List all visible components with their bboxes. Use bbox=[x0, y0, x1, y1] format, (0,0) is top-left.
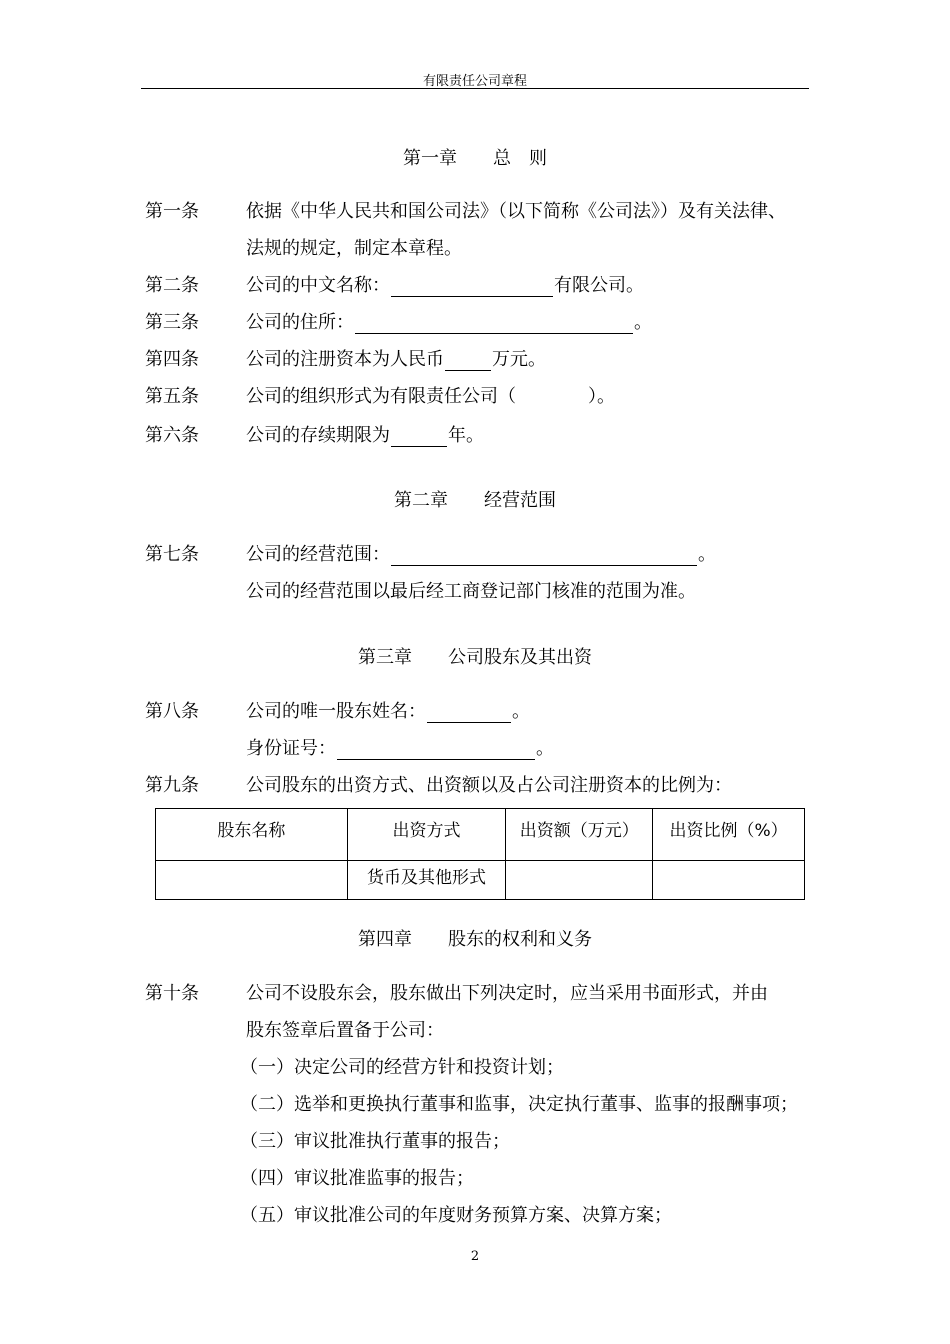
col-contribution-amount: 出资额（万元） bbox=[506, 809, 653, 861]
header-rule bbox=[141, 88, 809, 89]
list-item: （一）决定公司的经营方针和投资计划； bbox=[240, 1057, 564, 1078]
article-8-id-line bbox=[246, 734, 554, 760]
article-4-head: 第四条 bbox=[145, 349, 199, 370]
address-blank bbox=[355, 314, 633, 334]
article-6-head: 第六条 bbox=[145, 425, 199, 446]
page-header-title: 有限责任公司章程 bbox=[422, 74, 527, 89]
page-number: 2 bbox=[470, 1249, 480, 1264]
article-2-head: 第二条 bbox=[145, 275, 199, 296]
article-3-text: 公司的住所： bbox=[246, 312, 354, 333]
article-7-head: 第七条 bbox=[145, 544, 199, 565]
article-6-text: 公司的存续期限为 bbox=[246, 425, 390, 446]
list-item: （五）审议批准公司的年度财务预算方案、决算方案； bbox=[240, 1205, 672, 1226]
chapter-4-title: 第四章 股东的权利和义务 bbox=[358, 929, 592, 950]
term-blank bbox=[391, 427, 447, 447]
article-2-suffix: 有限公司。 bbox=[554, 275, 644, 296]
business-scope-blank bbox=[391, 546, 697, 566]
id-number-blank bbox=[337, 740, 535, 760]
article-8-head: 第八条 bbox=[145, 701, 199, 722]
chapter-1-title: 第一章 总 则 bbox=[403, 148, 547, 169]
table-row bbox=[156, 861, 805, 900]
article-4-text: 公司的注册资本为人民币 bbox=[246, 349, 444, 370]
chapter-2-title: 第二章 经营范围 bbox=[394, 490, 556, 511]
article-3-head: 第三条 bbox=[145, 312, 199, 333]
article-7-body bbox=[246, 540, 716, 566]
article-6-body bbox=[246, 421, 484, 447]
cell-contribution-ratio bbox=[653, 861, 805, 900]
article-8-text: 公司的唯一股东姓名： bbox=[246, 701, 426, 722]
capital-blank bbox=[445, 351, 491, 371]
article-8-suffix: 。 bbox=[512, 701, 530, 722]
cell-contribution-method: 货币及其他形式 bbox=[347, 861, 506, 900]
article-4-suffix: 万元。 bbox=[492, 349, 546, 370]
list-item: （四）审议批准监事的报告； bbox=[240, 1168, 474, 1189]
article-2-text: 公司的中文名称： bbox=[246, 275, 390, 296]
cell-shareholder-name bbox=[156, 861, 348, 900]
article-10-line1: 公司不设股东会，股东做出下列决定时，应当采用书面形式，并由 bbox=[246, 983, 768, 1004]
article-4-body bbox=[246, 345, 546, 371]
article-10-head: 第十条 bbox=[145, 983, 199, 1004]
article-5-text: 公司的组织形式为有限责任公司（ ）。 bbox=[246, 386, 615, 407]
article-7-text: 公司的经营范围： bbox=[246, 544, 390, 565]
article-7-suffix: 。 bbox=[698, 544, 716, 565]
capital-contribution-table bbox=[155, 808, 805, 900]
article-1-line2: 法规的规定，制定本章程。 bbox=[246, 238, 462, 259]
list-item: （二）选举和更换执行董事和监事，决定执行董事、监事的报酬事项； bbox=[240, 1094, 798, 1115]
col-contribution-method: 出资方式 bbox=[347, 809, 506, 861]
table-header-row bbox=[156, 809, 805, 861]
shareholder-name-blank bbox=[427, 703, 511, 723]
col-shareholder-name: 股东名称 bbox=[156, 809, 348, 861]
article-8-body bbox=[246, 697, 530, 723]
chapter-3-title: 第三章 公司股东及其出资 bbox=[358, 647, 592, 668]
article-6-suffix: 年。 bbox=[448, 425, 484, 446]
article-2-body bbox=[246, 271, 644, 297]
article-10-line2: 股东签章后置备于公司： bbox=[246, 1020, 444, 1041]
list-item: （三）审议批准执行董事的报告； bbox=[240, 1131, 510, 1152]
article-1-line1: 依据《中华人民共和国公司法》（以下简称《公司法》）及有关法律、 bbox=[246, 201, 786, 222]
article-7-line2: 公司的经营范围以最后经工商登记部门核准的范围为准。 bbox=[246, 581, 696, 602]
article-5-head: 第五条 bbox=[145, 386, 199, 407]
id-number-label: 身份证号： bbox=[246, 738, 336, 759]
col-contribution-ratio: 出资比例（%） bbox=[653, 809, 805, 861]
article-9-text: 公司股东的出资方式、出资额以及占公司注册资本的比例为： bbox=[246, 775, 732, 796]
id-number-suffix: 。 bbox=[536, 738, 554, 759]
cell-contribution-amount bbox=[506, 861, 653, 900]
article-1-head: 第一条 bbox=[145, 201, 199, 222]
article-3-body bbox=[246, 308, 652, 334]
article-9-head: 第九条 bbox=[145, 775, 199, 796]
article-3-suffix: 。 bbox=[634, 312, 652, 333]
company-name-blank bbox=[391, 277, 553, 297]
